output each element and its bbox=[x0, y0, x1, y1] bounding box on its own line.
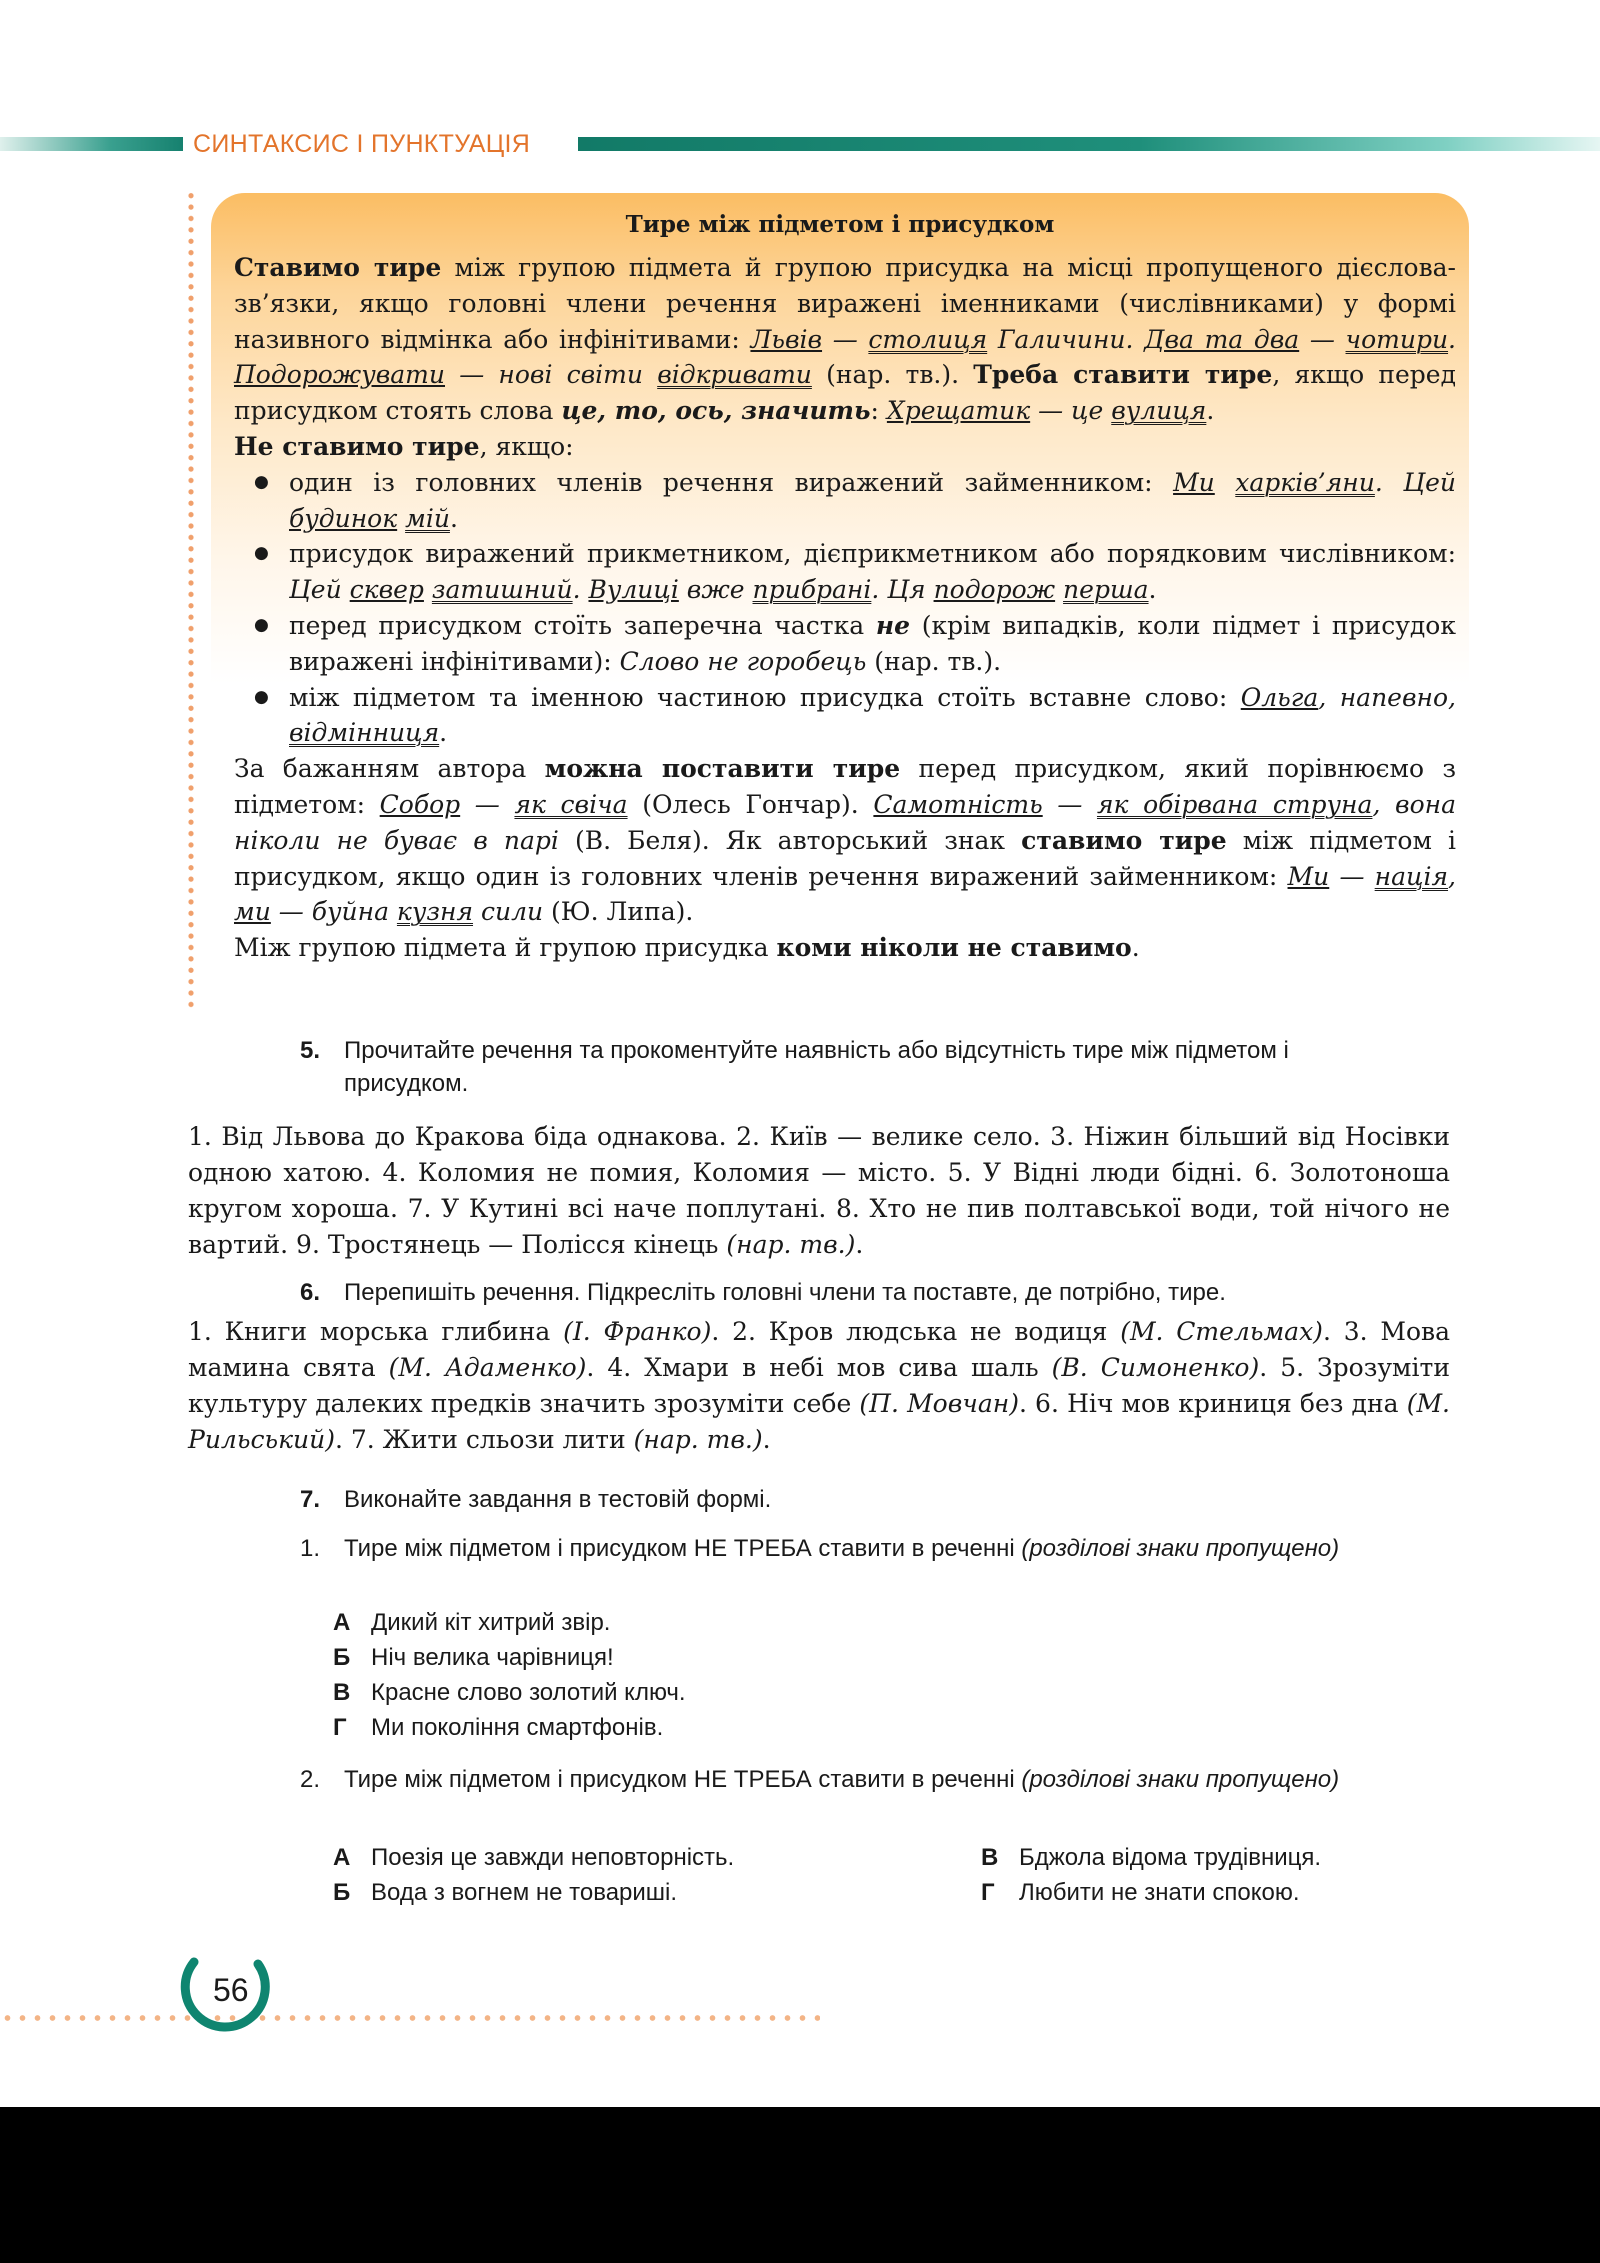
page-number: 56 bbox=[213, 1972, 249, 2008]
answer-option[interactable]: В Красне слово золотий ключ. bbox=[333, 1679, 686, 1706]
exercise-6-text: 1. Книги морська глибина (І. Франко). 2. Кров людська не водиця (М. Стельмах). 3. Мова мамина свята (М. Адаменко). 4. Хмари в небі мов сива шаль (В. Симоненко). 5. Зрозуміти культуру далеких предків значить зрозуміти себе (П. Мовчан). 6. Ніч мов криниця без дна (М. Рильський). 7. Жити сльози лити (нар. тв.). bbox=[188, 1317, 1451, 1454]
rule-paragraph: Ставимо тире між групою підмета й групою присудка на місці пропущеного дієслова-зв’язки, якщо головні члени речення виражені іменниками (числівниками) у формі називного відмінка або інфінітивами: Львів — столиця Галичини. Два та два — чотири. Подорожувати — нові світи відкривати (нар. тв.). Треба ставити тире, якщо перед присудком стоять слова це, то, ось, значить: Хрещатик — це вулиця. bbox=[234, 253, 1457, 426]
exercise-instruction: Виконайте завдання в тестовій формі. bbox=[344, 1486, 772, 1513]
dotted-margin-line bbox=[188, 190, 194, 1010]
exercise-5-text: 1. Від Львова до Кракова біда однакова. 2. Київ — велике село. 3. Ніжин більший від Носівки одною хатою. 4. Коломия не помия, Коломия — місто. 5. У Відні люди бідні. 6. Золотоноша кругом хороша. 7. У Кутині всі наче поплутані. 8. Хто не пив полтавської води, той нічого не вартий. 9. Тростянець — Полісся кінець (нар. тв.). bbox=[188, 1122, 1450, 1259]
footer-dotted-line bbox=[0, 2014, 820, 2022]
question-1: 1. Тире між підметом і присудком НЕ ТРЕБА ставити в реченні (розділові знаки пропущено) bbox=[300, 1532, 1340, 1565]
answer-option[interactable]: Г Ми покоління смартфонів. bbox=[333, 1714, 664, 1741]
rule-paragraph: За бажанням автора можна поставити тире перед присудком, який порівнюємо з підметом: Собор — як свіча (Олесь Гончар). Самотність — як обірвана струна, вона ніколи не буває в парі (В. Беля). Як авторський знак ставимо тире між підметом і присудком, якщо один із головних членів речення виражений займенником: Ми — нація, ми — буйна кузня сили (Ю. Липа). bbox=[234, 754, 1456, 927]
answer-option[interactable]: А Поезія це завжди неповторність. bbox=[333, 1844, 735, 1871]
exercise-5-task bbox=[300, 1034, 1360, 1100]
exercise-number: 6. bbox=[300, 1279, 321, 1306]
rule-paragraph: Між групою підмета й групою присудка коми ніколи не ставимо. bbox=[234, 933, 1140, 963]
list-item: ● перед присудком стоїть заперечна частка не (крім випадків, коли підмет і присудок виражені інфінітивами): Слово не горобець (нар. тв.). bbox=[289, 608, 1456, 680]
exercise-6-task bbox=[300, 1276, 1360, 1309]
exercise-instruction: Перепишіть речення. Підкресліть головні члени та поставте, де потрібно, тире. bbox=[344, 1279, 1226, 1306]
question-number: 2. bbox=[300, 1766, 321, 1793]
question-2-options-right bbox=[981, 1840, 1321, 1910]
list-item: ● присудок виражений прикметником, дієприкметником або порядковим числівником: Цей сквер затишний. Вулиці вже прибрані. Ця подорож перша. bbox=[289, 536, 1456, 608]
rule-box bbox=[211, 193, 1469, 1011]
exercise-7-task bbox=[300, 1483, 1360, 1516]
list-item: ● один із головних членів речення виражений займенником: Ми харків’яни. Цей будинок мій. bbox=[289, 465, 1456, 537]
list-item: ● між підметом та іменною частиною присудка стоїть вставне слово: Ольга, напевно, відмінниця. bbox=[289, 680, 1456, 752]
answer-option[interactable]: В Бджола відома трудівниця. bbox=[981, 1844, 1322, 1871]
question-1-options bbox=[333, 1605, 686, 1745]
bottom-black-band bbox=[0, 2107, 1600, 2263]
exercise-number: 7. bbox=[300, 1486, 321, 1513]
question-number: 1. bbox=[300, 1535, 321, 1562]
rule-body bbox=[234, 250, 1456, 966]
rule-paragraph: Не ставимо тире, якщо: bbox=[234, 431, 574, 461]
answer-option[interactable]: Б Ніч велика чарівниця! bbox=[333, 1644, 614, 1671]
section-title: СИНТАКСИС І ПУНКТУАЦІЯ bbox=[193, 130, 531, 158]
question-2: 2. Тире між підметом і присудком НЕ ТРЕБА ставити в реченні (розділові знаки пропущено) bbox=[300, 1763, 1340, 1796]
answer-option[interactable]: Б Вода з вогнем не товариші. bbox=[333, 1879, 678, 1906]
question-2-options-left bbox=[333, 1840, 734, 1910]
header-bar-right bbox=[578, 137, 1600, 151]
exercise-instruction: Прочитайте речення та прокоментуйте наявність або відсутність тире між підметом і присудком. bbox=[344, 1037, 1289, 1097]
exercise-number: 5. bbox=[300, 1037, 321, 1064]
rule-list bbox=[234, 465, 1456, 751]
answer-option[interactable]: Г Любити не знати спокою. bbox=[981, 1879, 1300, 1906]
header-bar-left bbox=[0, 137, 183, 151]
rule-title: Тире між підметом і присудком bbox=[625, 211, 1055, 238]
answer-option[interactable]: А Дикий кіт хитрий звір. bbox=[333, 1609, 611, 1636]
section-header bbox=[0, 131, 1600, 157]
